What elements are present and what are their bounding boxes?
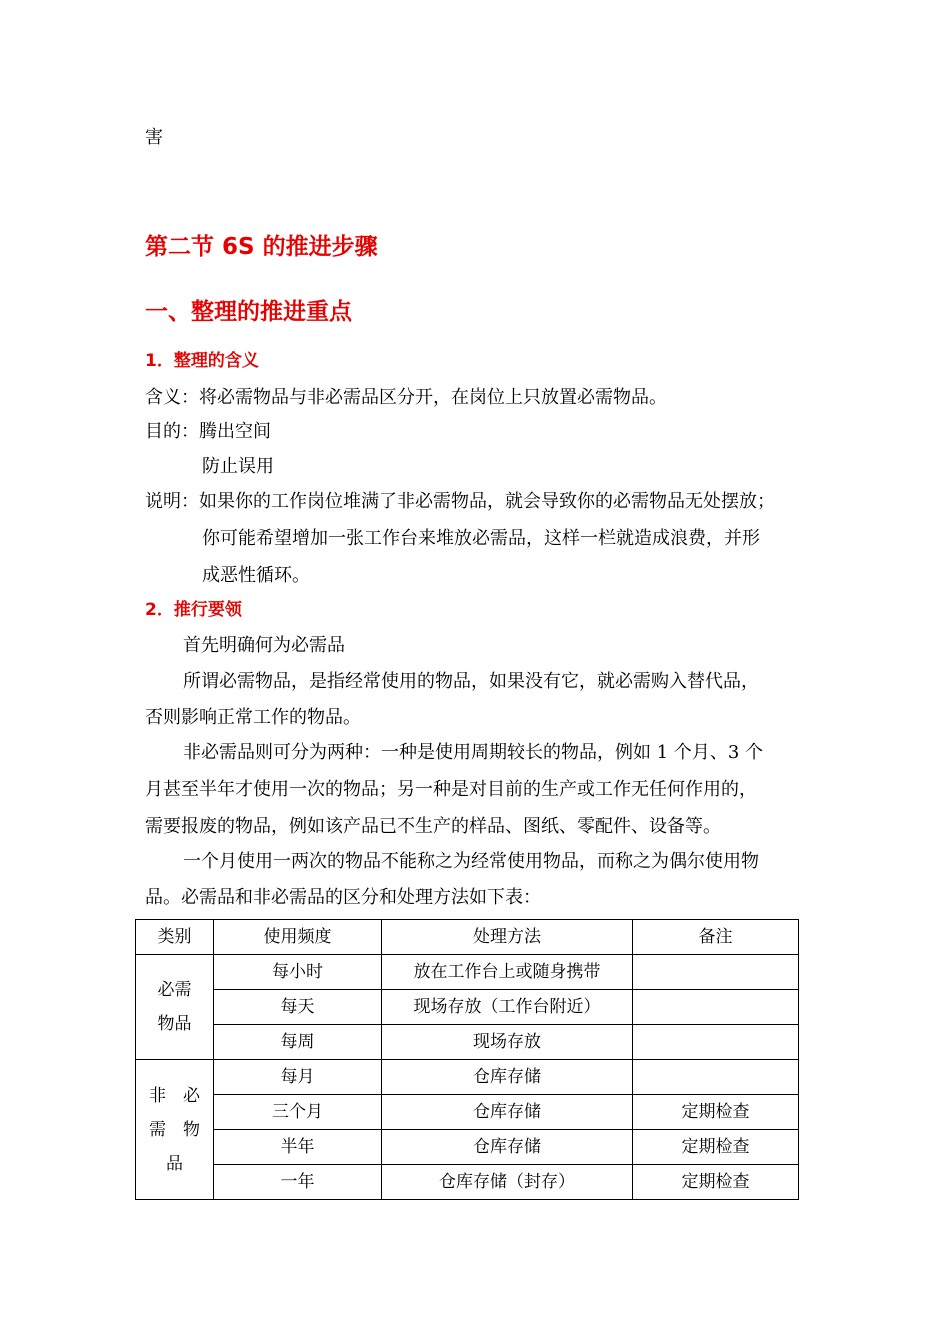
explain-text-2: 你可能希望增加一张工作台来堆放必需品，这样一栏就造成浪费，并形 (202, 528, 760, 549)
table-row (136, 1095, 799, 1130)
table-header-cell: 备注 (633, 920, 799, 955)
category-label-line: 品 (166, 1153, 183, 1174)
body-paragraph: 需要报废的物品，例如该产品已不生产的样品、图纸、零配件、设备等。 (145, 816, 721, 837)
body-paragraph: 非必需品则可分为两种：一种是使用周期较长的物品，例如 1 个月、3 个 (183, 742, 764, 763)
method-cell: 仓库存储 (382, 1095, 633, 1130)
body-paragraph: 首先明确何为必需品 (183, 635, 345, 656)
note-cell: 定期检查 (633, 1130, 799, 1165)
note-cell (633, 955, 799, 990)
table-row (136, 955, 799, 990)
table-row (136, 1130, 799, 1165)
body-paragraph: 所谓必需物品，是指经常使用的物品，如果没有它，就必需购入替代品， (183, 671, 759, 692)
frequency-cell: 每天 (214, 990, 382, 1025)
section-title: 第二节 6S 的推进步骤 (145, 234, 378, 260)
table-row (136, 1165, 799, 1200)
note-cell: 定期检查 (633, 1095, 799, 1130)
category-label-line: 需 物 (149, 1119, 200, 1140)
method-cell: 仓库存储 (382, 1060, 633, 1095)
subsection-title: 一、整理的推进重点 (145, 299, 352, 325)
frequency-cell: 每周 (214, 1025, 382, 1060)
note-cell (633, 990, 799, 1025)
frequency-cell: 每月 (214, 1060, 382, 1095)
purpose-text-1: 目的：腾出空间 (145, 421, 271, 442)
table-header-cell: 类别 (136, 920, 214, 955)
note-cell (633, 1060, 799, 1095)
explain-text-1: 说明：如果你的工作岗位堆满了非必需物品，就会导致你的必需物品无处摆放； (145, 491, 775, 512)
frequency-cell: 三个月 (214, 1095, 382, 1130)
table-header-row (136, 920, 799, 955)
table-row (136, 990, 799, 1025)
frequency-cell: 半年 (214, 1130, 382, 1165)
purpose-text-2: 防止误用 (202, 456, 274, 477)
category-unnecessary-cell (136, 1060, 214, 1200)
note-cell: 定期检查 (633, 1165, 799, 1200)
method-cell: 现场存放 (382, 1025, 633, 1060)
note-cell (633, 1025, 799, 1060)
meaning-text: 含义：将必需物品与非必需品区分开，在岗位上只放置必需物品。 (145, 387, 667, 408)
method-cell: 放在工作台上或随身携带 (382, 955, 633, 990)
frequency-cell: 一年 (214, 1165, 382, 1200)
method-cell: 仓库存储（封存） (382, 1165, 633, 1200)
heading-meaning: 1．整理的含义 (145, 351, 259, 371)
body-paragraph: 品。必需品和非必需品的区分和处理方法如下表： (145, 887, 541, 908)
method-cell: 现场存放（工作台附近） (382, 990, 633, 1025)
classification-table (135, 919, 799, 1200)
frequency-cell: 每小时 (214, 955, 382, 990)
method-cell: 仓库存储 (382, 1130, 633, 1165)
table-header-cell: 使用频度 (214, 920, 382, 955)
table-row (136, 1025, 799, 1060)
body-paragraph: 否则影响正常工作的物品。 (145, 707, 361, 728)
category-label-line: 非 必 (149, 1085, 200, 1106)
category-label-line: 必需 (157, 980, 192, 1000)
category-necessary-cell (136, 955, 214, 1060)
body-paragraph: 月甚至半年才使用一次的物品；另一种是对目前的生产或工作无任何作用的， (145, 779, 757, 800)
page-fragment-text: 害 (145, 127, 163, 148)
table-row (136, 1060, 799, 1095)
table-header-cell: 处理方法 (382, 920, 633, 955)
category-label-line: 物品 (157, 1014, 192, 1034)
explain-text-3: 成恶性循环。 (202, 565, 310, 586)
heading-key-points: 2．推行要领 (145, 600, 242, 620)
body-paragraph: 一个月使用一两次的物品不能称之为经常使用物品，而称之为偶尔使用物 (183, 851, 759, 872)
